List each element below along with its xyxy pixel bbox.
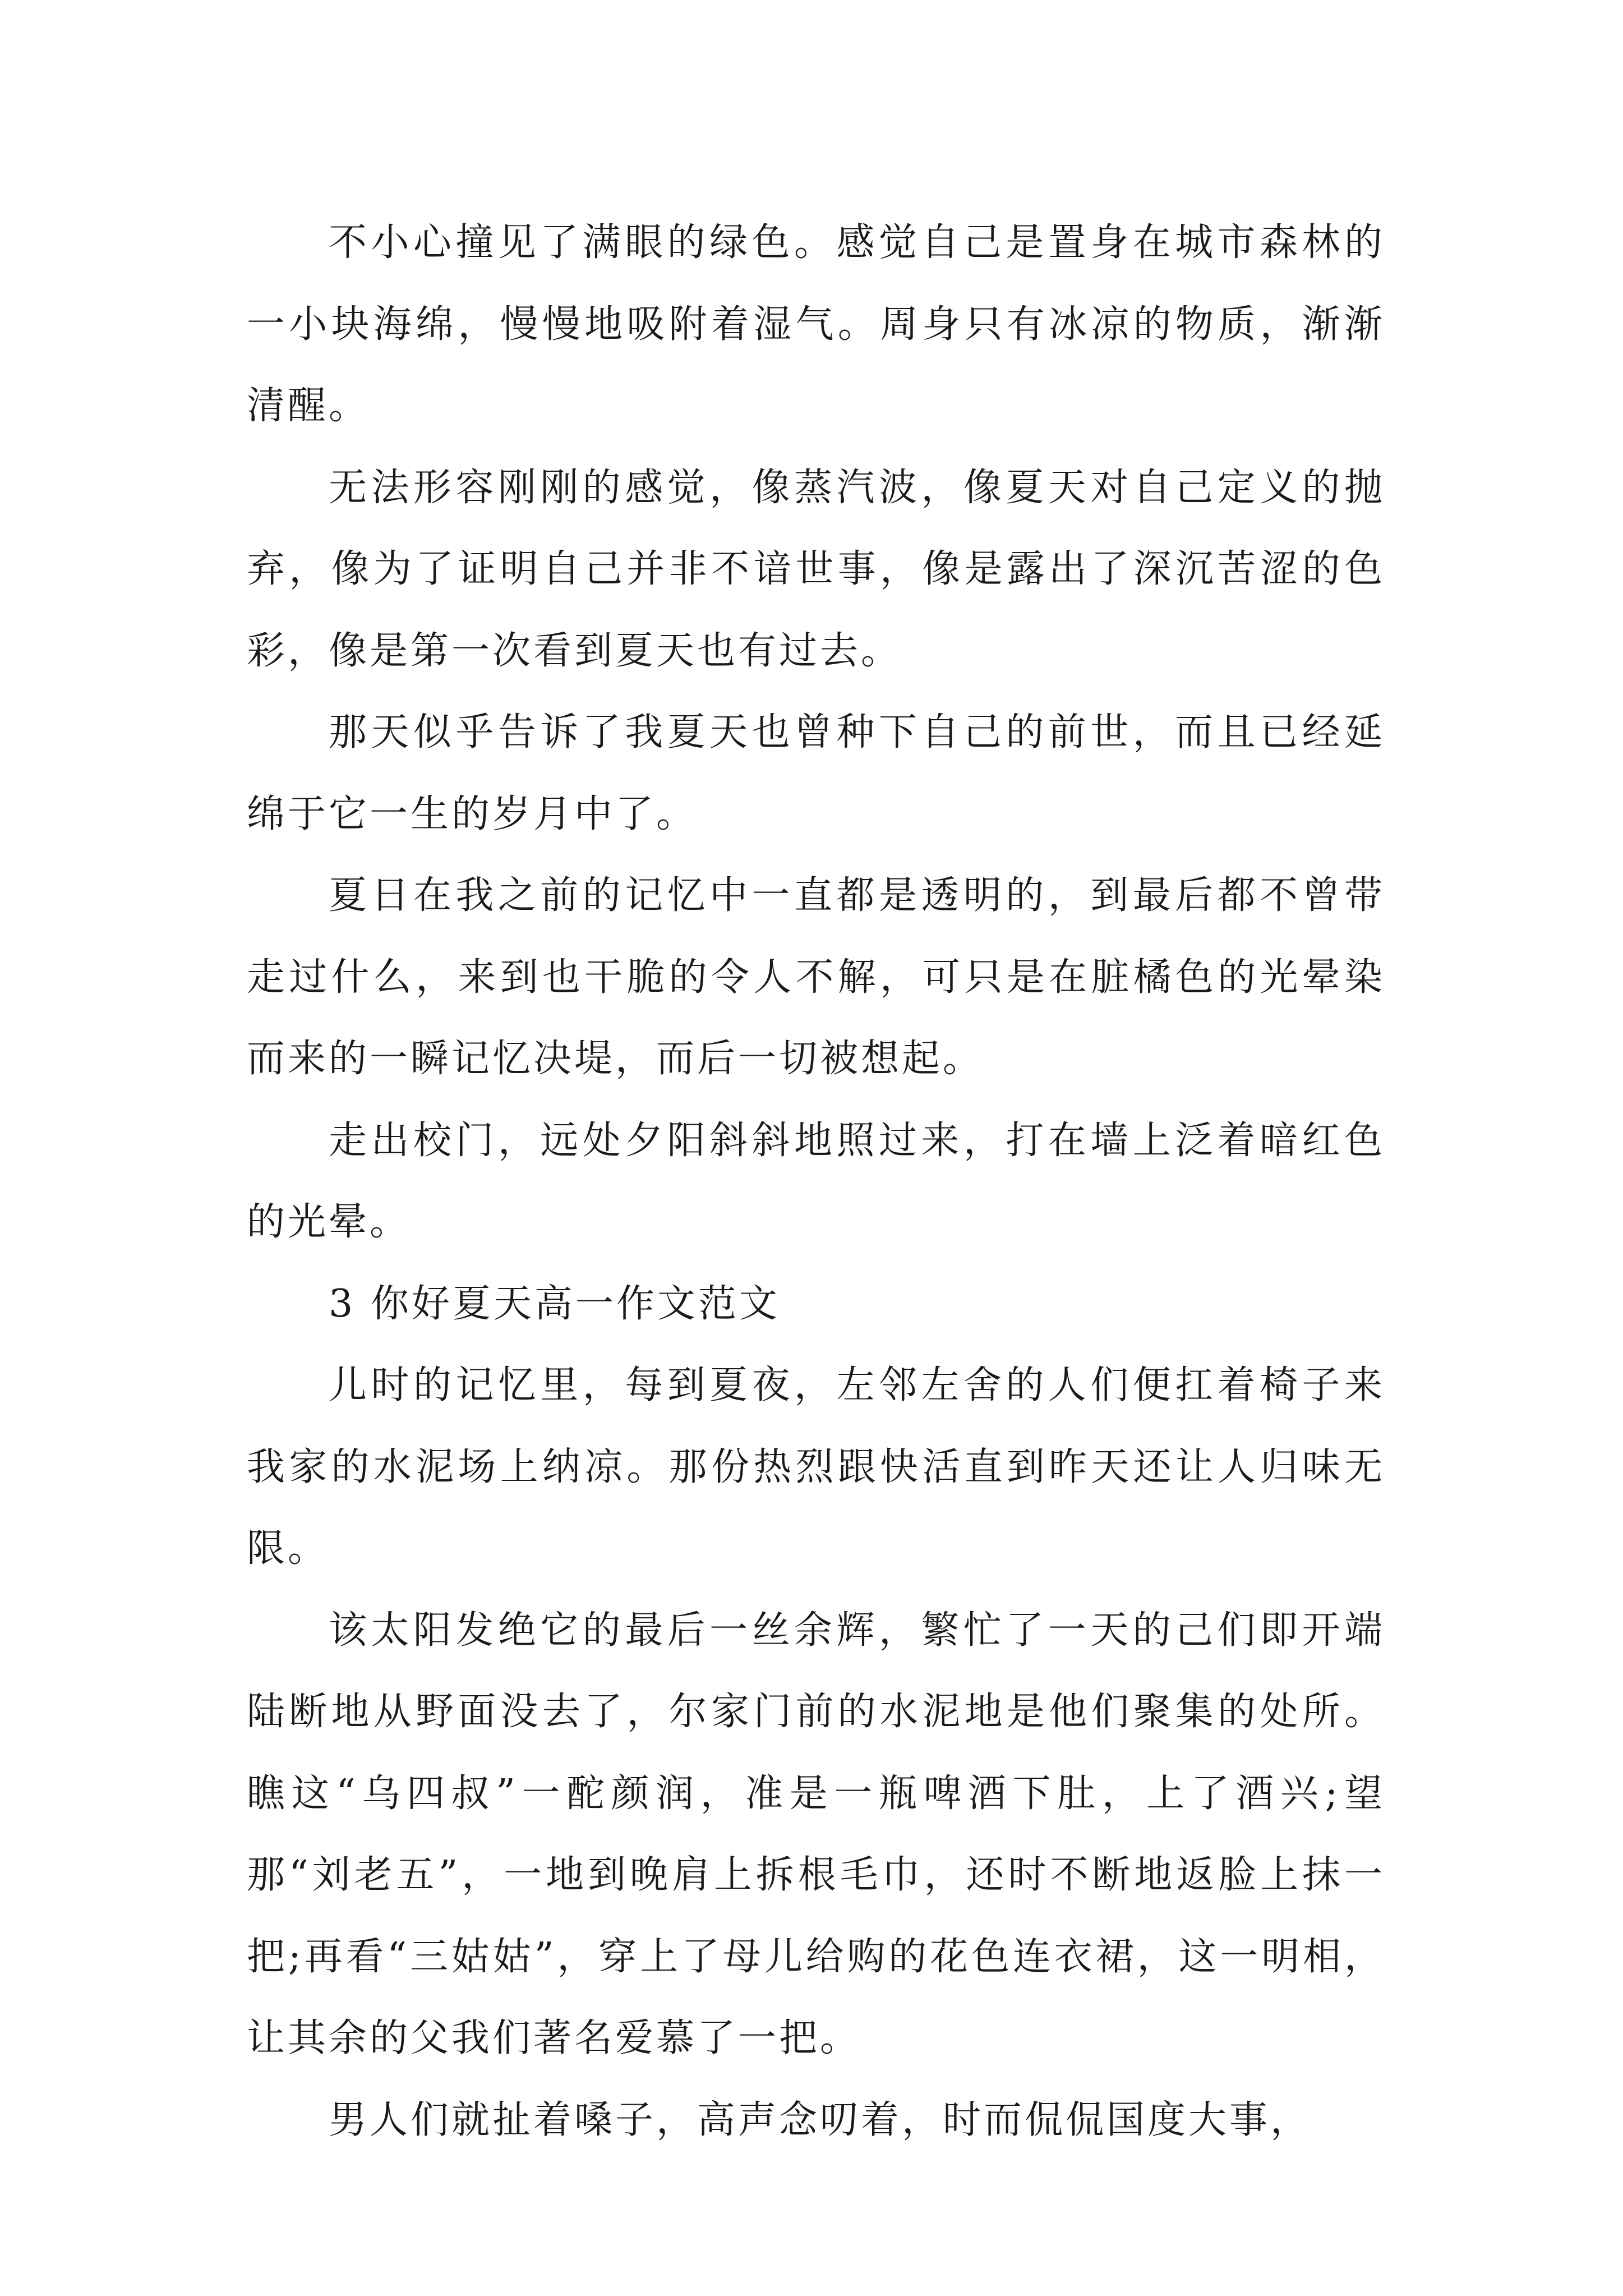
paragraph-6: 儿时的记忆里，每到夏夜，左邻左舍的人们便扛着椅子来我家的水泥场上纳凉。那份热烈跟快活直到昨天还让人归味无限。	[247, 1363, 1385, 1571]
section-heading: 3 你好夏天高一作文范文	[329, 1281, 780, 1326]
paragraph-5: 走出校门，远处夕阳斜斜地照过来，打在墙上泛着暗红色的光晕。	[247, 1118, 1385, 1244]
paragraph-4: 夏日在我之前的记忆中一直都是透明的，到最后都不曾带走过什么，来到也干脆的令人不解，可只是在脏橘色的光晕染而来的一瞬记忆决堤，而后一切被想起。	[247, 873, 1385, 1081]
paragraph-7: 该太阳发绝它的最后一丝余辉，繁忙了一天的己们即开端陆断地从野面没去了，尔家门前的水泥地是他们聚集的处所。瞧这“乌四叔”一酡颜润，准是一瓶啤酒下肚，上了酒兴;望那“刘老五”，一地到晚肩上拆根毛巾，还时不断地返脸上抹一把;再看“三姑姑”，穿上了母儿给购的花色连衣裙，这一明相，让其余的父我们著名爱慕了一把。	[247, 1608, 1385, 2060]
paragraph-2: 无法形容刚刚的感觉，像蒸汽波，像夏天对自己定义的抛弃，像为了证明自己并非不谙世事，像是露出了深沉苦涩的色彩，像是第一次看到夏天也有过去。	[247, 465, 1385, 673]
paragraph-3: 那天似乎告诉了我夏天也曾种下自己的前世，而且已经延绵于它一生的岁月中了。	[247, 710, 1385, 836]
paragraph-8: 男人们就扯着嗓子，高声念叨着，时而侃侃国度大事，	[329, 2097, 1312, 2142]
paragraph-1: 不小心撞见了满眼的绿色。感觉自己是置身在城市森林的一小块海绵，慢慢地吸附着湿气。周身只有冰凉的物质，渐渐清醒。	[247, 220, 1385, 428]
document-body	[247, 202, 1385, 2161]
